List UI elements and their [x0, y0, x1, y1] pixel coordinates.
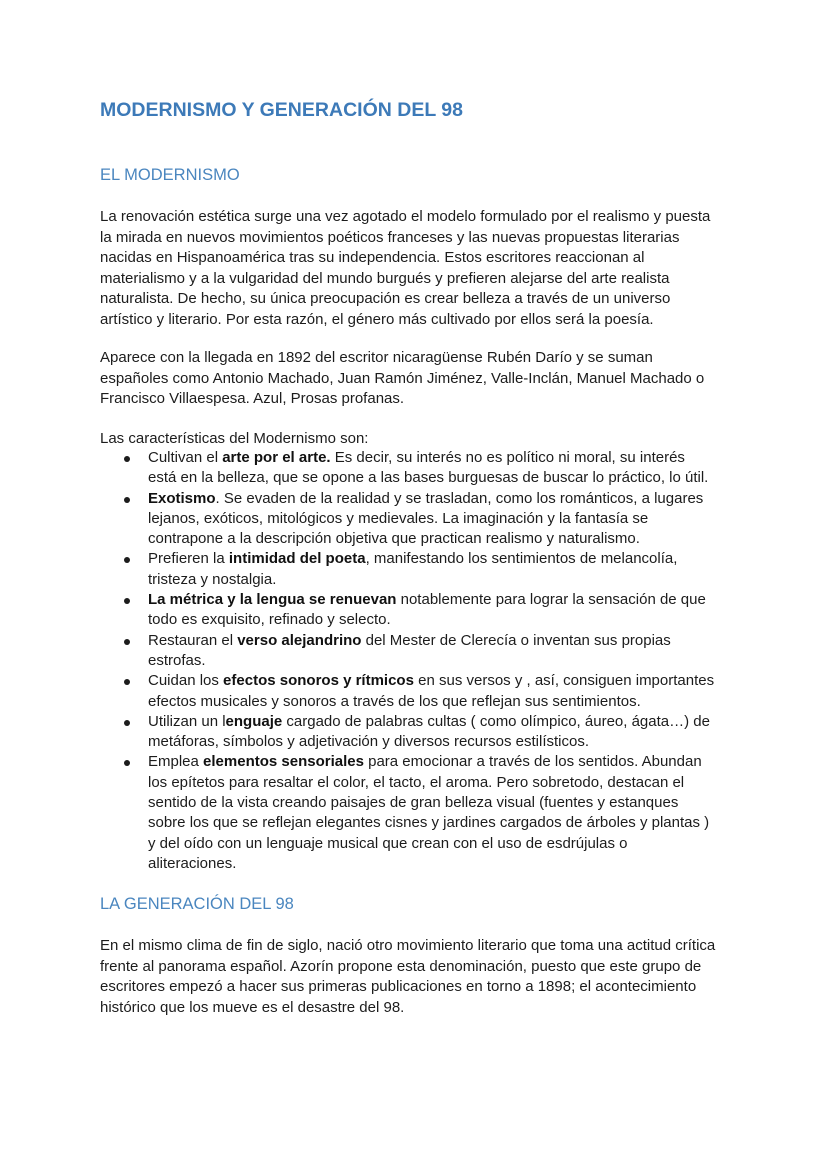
- paragraph-characteristics-intro: [100, 429, 740, 450]
- list-item: Emplea elementos sensoriales para emocionar a través de los sentidos. Abundan los epítetos para resaltar el color, el tacto, el aroma. Pero sobretodo, destacan el sentido de la vista creando paisajes de gran belleza visual (fuentes y estanques sobre los que se reflejan elegantes cisnes y jardines cargados de árboles y plantas ) y del oído con un lenguaje musical que crean con el uso de esdrújulas o aliteraciones.: [100, 752, 740, 874]
- text-line: lejanos, exóticos, mitológicos y medievales. La imaginación y la fantasía se: [148, 509, 649, 527]
- document-title: MODERNISMO Y GENERACIÓN DEL 98: [100, 99, 463, 121]
- text-line: En el mismo clima de fin de siglo, nació otro movimiento literario que toma una actitud crítica: [100, 937, 716, 954]
- text-line: contrapone a la descripción objetiva que practican realismo y naturalismo.: [148, 530, 640, 548]
- list-item: Restauran el verso alejandrino del Mester de Clerecía o inventan sus propias estrofas.: [100, 631, 740, 672]
- paragraph-intro: [100, 207, 740, 330]
- bold-term: intimidad del poeta: [228, 550, 366, 568]
- bold-term: La métrica y la lengua se renuevan: [148, 591, 397, 609]
- text-line: la mirada en nuevos movimientos poéticos franceses y las nuevas propuestas literarias: [100, 228, 680, 246]
- text-line: naturalista. De hecho, su única preocupación es crear belleza a través de un universo: [100, 290, 671, 307]
- section-heading-modernismo: EL MODERNISMO: [100, 166, 240, 184]
- text-line: Las características del Modernismo son:: [100, 430, 369, 447]
- bold-term: verso alejandrino: [237, 631, 362, 649]
- text-line: histórico que los mueve es el desastre del 98.: [100, 998, 405, 1016]
- text-line: sobre los que se reflejan elegantes cisnes y jardines cargados de árboles y plantas ): [148, 814, 710, 832]
- bullet-icon: [124, 679, 130, 685]
- text-line: está en la belleza, que se opone a las bases burguesas de buscar lo práctico, lo útil.: [148, 469, 709, 487]
- bold-term: enguaje: [225, 712, 283, 730]
- bold-term: Exotismo: [148, 489, 216, 507]
- text-line: Aparece con la llegada en 1892 del escritor nicaragüense Rubén Darío y se suman: [100, 349, 653, 366]
- paragraph-authors: [100, 348, 740, 410]
- list-item: Cuidan los efectos sonoros y rítmicos en sus versos y , así, consiguen importantes efectos musicales y sonoros a través de los que reflejan sus sentimientos.: [100, 671, 740, 712]
- characteristics-list: [100, 448, 740, 874]
- text-line: y del oído con un lenguaje musical que crean con el uso de esdrújulas o: [148, 834, 628, 852]
- text-line: aliteraciones.: [148, 854, 237, 872]
- text-line: materialismo y a la vulgaridad del mundo burgués y prefieren alejarse del arte realista: [100, 269, 670, 287]
- bullet-icon: [124, 639, 130, 645]
- bold-term: efectos sonoros y rítmicos: [223, 672, 414, 690]
- bold-term: elementos sensoriales: [203, 753, 364, 771]
- text-line: La renovación estética surge una vez agotado el modelo formulado por el realismo y puesta: [100, 208, 711, 225]
- bullet-icon: [124, 456, 130, 462]
- list-item: Utilizan un lenguaje cargado de palabras cultas ( como olímpico, áureo, ágata…) de metáforas, símbolos y adjetivación y diversos recursos estilísticos.: [100, 712, 740, 753]
- list-item: Exotismo. Se evaden de la realidad y se trasladan, como los románticos, a lugares lejanos, exóticos, mitológicos y medievales. La imaginación y la fantasía se contrapone a la descripción objetiva que practican realismo y naturalismo.: [100, 489, 740, 550]
- text-line: españoles como Antonio Machado, Juan Ramón Jiménez, Valle-Inclán, Manuel Machado o: [100, 369, 705, 387]
- text-line: metáforas, símbolos y adjetivación y diversos recursos estilísticos.: [148, 733, 589, 751]
- text-line: sentido de la vista creando paisajes de gran belleza visual (fuentes y estanques: [148, 794, 679, 812]
- bullet-icon: [124, 557, 130, 563]
- text-line: efectos musicales y sonoros a través de los que reflejan sus sentimientos.: [148, 692, 641, 710]
- list-item: La métrica y la lengua se renuevan notablemente para lograr la sensación de que todo es exquisito, refinado y selecto.: [100, 590, 740, 631]
- bullet-icon: [124, 497, 130, 503]
- bullet-icon: [124, 598, 130, 604]
- text-line: tristeza y nostalgia.: [148, 570, 277, 588]
- section-heading-generacion-98: LA GENERACIÓN DEL 98: [100, 895, 294, 913]
- bold-term: arte por el arte.: [222, 449, 331, 466]
- paragraph-generacion-98: [100, 936, 740, 1018]
- text-line: escritores empezó a hacer sus primeras publicaciones en torno a 1898; el acontecimiento: [100, 978, 697, 995]
- text-line: todo es exquisito, refinado y selecto.: [148, 611, 391, 629]
- text-line: Francisco Villaespesa. Azul, Prosas profanas.: [100, 390, 405, 407]
- list-item: Prefieren la intimidad del poeta, manifestando los sentimientos de melancolía, tristeza y nostalgia.: [100, 549, 740, 590]
- text-line: artístico y literario. Por esta razón, el género más cultivado por ellos será la poesía.: [100, 310, 654, 328]
- text-line: frente al panorama español. Azorín propone esta denominación, puesto que este grupo de: [100, 957, 702, 975]
- list-item: Cultivan el arte por el arte. Es decir, su interés no es político ni moral, su interés está en la belleza, que se opone a las bases burguesas de buscar lo práctico, lo útil.: [100, 448, 740, 489]
- text-line: nacidas en Hispanoamérica tras su independencia. Estos escritores reaccionan al: [100, 249, 645, 266]
- text-line: estrofas.: [148, 651, 206, 669]
- bullet-icon: [124, 760, 130, 766]
- bullet-icon: [124, 720, 130, 726]
- text-line: los epítetos para resaltar el color, el tacto, el aroma. Pero sobretodo, destacan el: [148, 773, 685, 791]
